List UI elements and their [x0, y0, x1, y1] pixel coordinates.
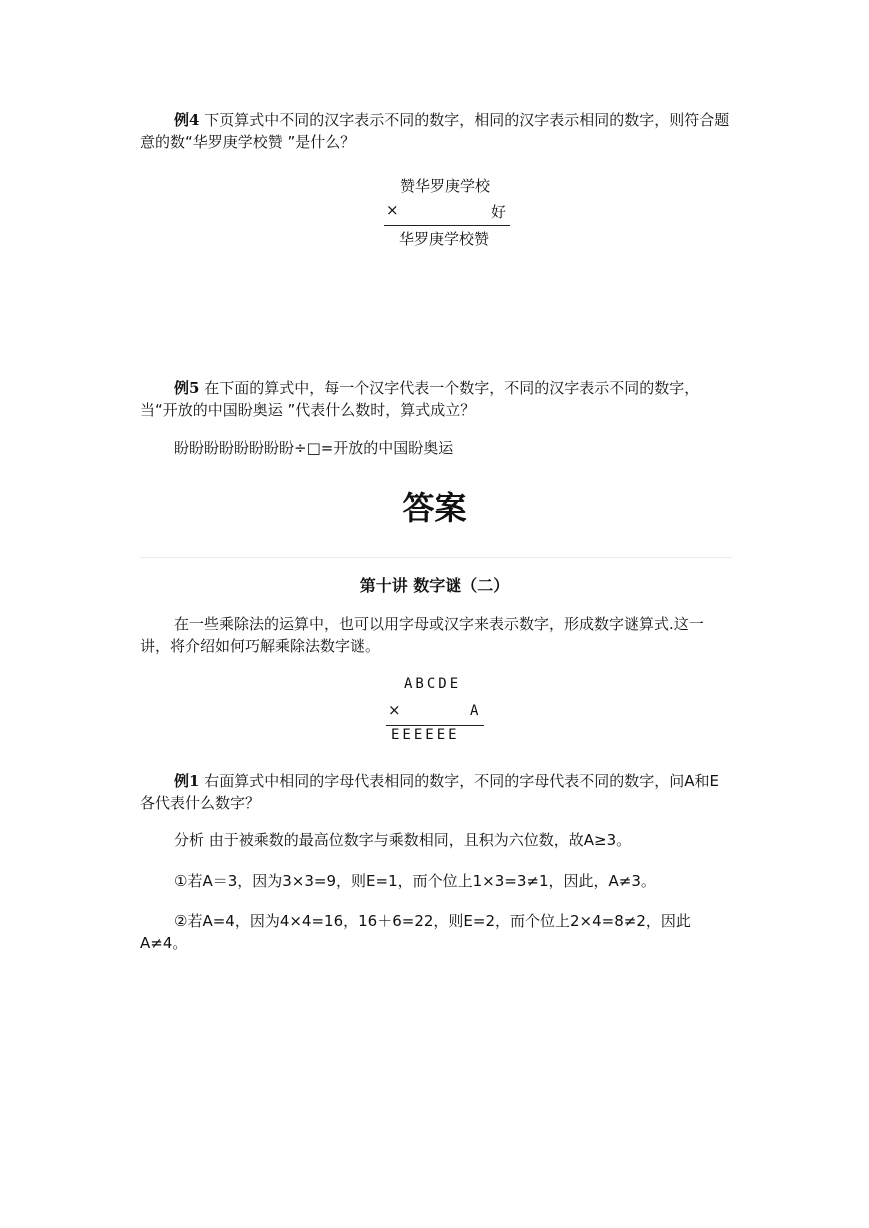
case-2-paragraph: ②若A=4，因为4×4=16，16＋6=22，则E=2，而个位上2×4=8≠2，因此A≠4。 — [140, 912, 691, 952]
times-sign: × — [386, 201, 399, 219]
example-4-label: 例4 — [174, 111, 200, 129]
times-sign: × — [388, 701, 401, 719]
intro-paragraph: 在一些乘除法的运算中，也可以用字母或汉字来表示数字，形成数字谜算式.这一讲，将介绍如何巧解乘除法数字谜。 — [140, 615, 704, 655]
example-5-equation: 盼盼盼盼盼盼盼盼÷□=开放的中国盼奥运 — [174, 439, 454, 457]
lecture-title: 第十讲 数字谜（二） — [359, 576, 510, 595]
equation-product: 华罗庚学校赞 — [399, 230, 490, 248]
example-4-paragraph — [140, 109, 730, 153]
case-1-paragraph: ①若A＝3，因为3×3=9，则E=1，而个位上1×3=3≠1，因此，A≠3。 — [174, 872, 656, 890]
example-5-text: 在下面的算式中，每一个汉字代表一个数字，不同的汉字表示不同的数字，当“开放的中国盼奥运 ”代表什么数时，算式成立？ — [140, 379, 700, 419]
answer-heading: 答案 — [402, 489, 467, 527]
equation-multiplier: A — [470, 703, 482, 719]
equation-multiplicand: ABCDE — [404, 676, 462, 692]
equation-rule — [386, 725, 484, 726]
equation-rule — [384, 225, 510, 226]
example-5-paragraph — [140, 377, 730, 421]
example-4-text: 下页算式中不同的汉字表示不同的数字，相同的汉字表示相同的数字，则符合题意的数“华罗庚学校赞 ”是什么？ — [140, 111, 730, 151]
equation-product: EEEEEE — [391, 727, 460, 743]
example-1-paragraph — [140, 770, 730, 814]
analysis-paragraph: 分析 由于被乘数的最高位数字与乘数相同，且积为六位数，故A≥3。 — [174, 831, 632, 849]
equation-multiplier: 好 — [491, 203, 507, 221]
example-1-text: 右面算式中相同的字母代表相同的数字，不同的字母代表不同的数字，问A和E各代表什么数字？ — [140, 772, 719, 812]
example-5-label: 例5 — [174, 379, 200, 397]
example-1-label: 例1 — [174, 772, 200, 790]
equation-multiplicand: 赞华罗庚学校 — [400, 177, 491, 195]
divider — [140, 557, 732, 558]
